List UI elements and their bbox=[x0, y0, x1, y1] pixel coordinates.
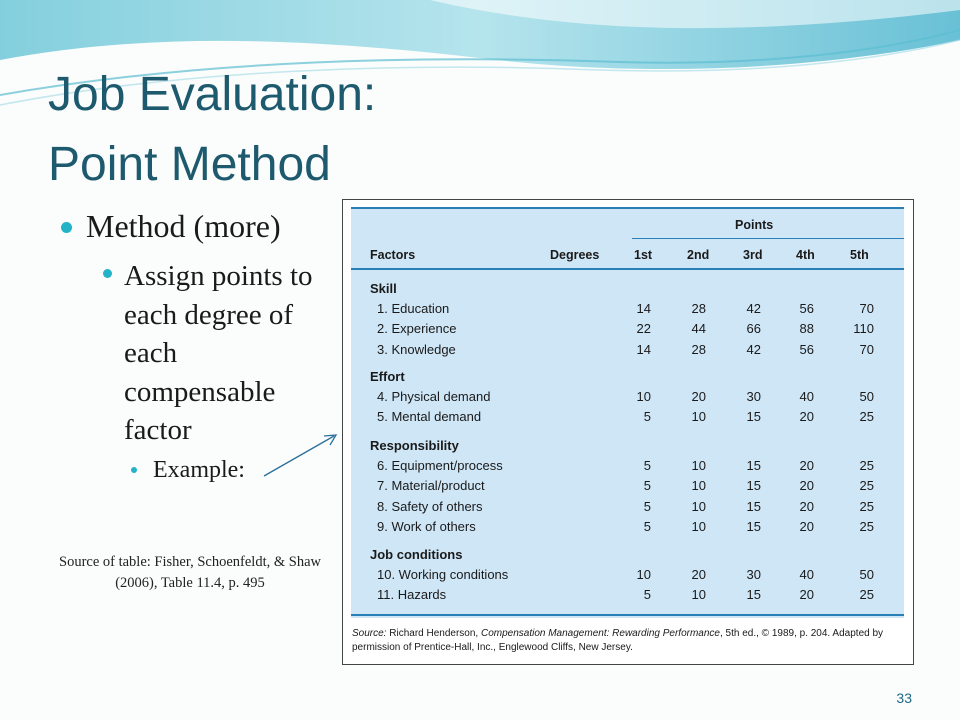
point-value: 70 bbox=[859, 341, 874, 357]
point-value: 5 bbox=[643, 478, 651, 494]
point-value: 5 bbox=[643, 458, 651, 473]
point-value: 88 bbox=[799, 321, 814, 337]
factor-label: 1. Education bbox=[377, 301, 450, 316]
group-header: Responsibility bbox=[370, 438, 459, 453]
point-value: 20 bbox=[691, 567, 706, 582]
point-value: 70 bbox=[859, 301, 874, 316]
point-value: 20 bbox=[799, 518, 814, 534]
table-source-note: Source of table: Fisher, Schoenfeldt, & Shaw (2006), Table 11.4, p. 495 bbox=[59, 554, 321, 591]
factors-header: Factors bbox=[370, 248, 416, 262]
point-value: 25 bbox=[859, 478, 874, 494]
point-value: 20 bbox=[799, 498, 814, 514]
page-number: 33 bbox=[896, 690, 912, 706]
point-value: 20 bbox=[691, 389, 706, 404]
table-top-rule bbox=[351, 207, 904, 209]
bullet-example: Example: bbox=[153, 457, 245, 483]
point-value: 15 bbox=[746, 458, 761, 473]
group-header: Skill bbox=[370, 281, 397, 296]
title-line-1: Job Evaluation: bbox=[48, 68, 377, 121]
table-header-rule bbox=[351, 268, 904, 270]
factor-label: 9. Work of others bbox=[377, 518, 476, 534]
point-value: 14 bbox=[636, 341, 651, 357]
point-value: 66 bbox=[746, 321, 761, 337]
point-value: 25 bbox=[859, 587, 874, 603]
bullet-assign-points: Assign points to each degree of each compensable factor bbox=[124, 260, 313, 446]
table-footnote bbox=[352, 627, 904, 655]
point-value: 15 bbox=[746, 478, 761, 494]
footnote-book-title: Compensation Management: Rewarding Performance bbox=[480, 628, 720, 639]
point-value: 5 bbox=[643, 409, 651, 425]
arrow-icon bbox=[262, 430, 342, 478]
factor-label: 4. Physical demand bbox=[377, 389, 491, 404]
point-value: 20 bbox=[799, 587, 814, 603]
points-header: Points bbox=[735, 218, 774, 232]
bullet-method-more: Method (more) bbox=[86, 208, 281, 244]
point-value: 42 bbox=[746, 301, 761, 316]
point-value: 10 bbox=[691, 498, 706, 514]
point-value: 56 bbox=[799, 341, 814, 357]
point-value: 25 bbox=[859, 409, 874, 425]
point-value: 40 bbox=[799, 567, 814, 582]
degree-2-header: 2nd bbox=[687, 248, 710, 262]
point-value: 30 bbox=[746, 567, 761, 582]
point-value: 30 bbox=[746, 389, 761, 404]
point-value: 28 bbox=[691, 301, 706, 316]
point-value: 20 bbox=[799, 478, 814, 494]
group-header: Effort bbox=[370, 369, 405, 384]
degree-4-header: 4th bbox=[796, 248, 815, 262]
point-value: 42 bbox=[746, 341, 761, 357]
point-value: 15 bbox=[746, 518, 761, 534]
footnote-text-2: , 5th ed., © 1989, p. 204. Adapted by permission of Prentice-Hall, Inc., Englewood Cliffs, New Jersey. bbox=[352, 628, 884, 653]
point-value: 20 bbox=[799, 409, 814, 425]
group-header: Job conditions bbox=[370, 547, 463, 562]
point-value: 14 bbox=[636, 301, 651, 316]
point-value: 50 bbox=[859, 389, 874, 404]
factor-label: 3. Knowledge bbox=[377, 341, 456, 357]
slide-title bbox=[48, 60, 376, 200]
factor-label: 2. Experience bbox=[377, 321, 457, 337]
degree-1-header: 1st bbox=[634, 248, 653, 262]
point-value: 44 bbox=[691, 321, 706, 337]
factor-label: 10. Working conditions bbox=[377, 567, 509, 582]
degree-3-header: 3rd bbox=[743, 248, 763, 262]
point-value: 25 bbox=[859, 518, 874, 534]
point-value: 10 bbox=[691, 478, 706, 494]
footnote-label: Source: bbox=[352, 628, 387, 639]
point-value: 10 bbox=[636, 567, 651, 582]
point-value: 20 bbox=[799, 458, 814, 473]
point-value: 10 bbox=[691, 409, 706, 425]
point-value: 25 bbox=[859, 458, 874, 473]
point-value: 5 bbox=[643, 518, 651, 534]
point-value: 10 bbox=[691, 518, 706, 534]
point-value: 22 bbox=[636, 321, 651, 337]
factor-label: 7. Material/product bbox=[377, 478, 485, 494]
point-value: 110 bbox=[853, 321, 874, 337]
point-value: 15 bbox=[746, 409, 761, 425]
point-value: 15 bbox=[746, 498, 761, 514]
bullet-dot-icon bbox=[103, 269, 112, 278]
footnote-text-1: Richard Henderson, bbox=[386, 628, 481, 639]
point-value: 15 bbox=[746, 587, 761, 603]
degree-5-header: 5th bbox=[850, 248, 869, 262]
bullet-dot-icon bbox=[131, 467, 137, 473]
point-value: 5 bbox=[643, 498, 651, 514]
degrees-header: Degrees bbox=[550, 248, 600, 262]
point-value: 28 bbox=[691, 341, 706, 357]
point-value: 56 bbox=[799, 301, 814, 316]
point-value: 10 bbox=[636, 389, 651, 404]
point-value: 5 bbox=[643, 587, 651, 603]
factor-label: 5. Mental demand bbox=[377, 409, 482, 425]
factor-label: 6. Equipment/process bbox=[377, 458, 503, 473]
point-value: 50 bbox=[859, 567, 874, 582]
point-value: 25 bbox=[859, 498, 874, 514]
factor-label: 11. Hazards bbox=[377, 587, 447, 603]
point-value: 10 bbox=[691, 587, 706, 603]
table-bottom-rule bbox=[351, 614, 904, 616]
title-line-2: Point Method bbox=[48, 138, 331, 191]
factor-label: 8. Safety of others bbox=[377, 498, 483, 514]
point-value: 40 bbox=[799, 389, 814, 404]
points-header-rule bbox=[632, 238, 904, 239]
bullet-dot-icon bbox=[61, 222, 72, 233]
point-value: 10 bbox=[691, 458, 706, 473]
